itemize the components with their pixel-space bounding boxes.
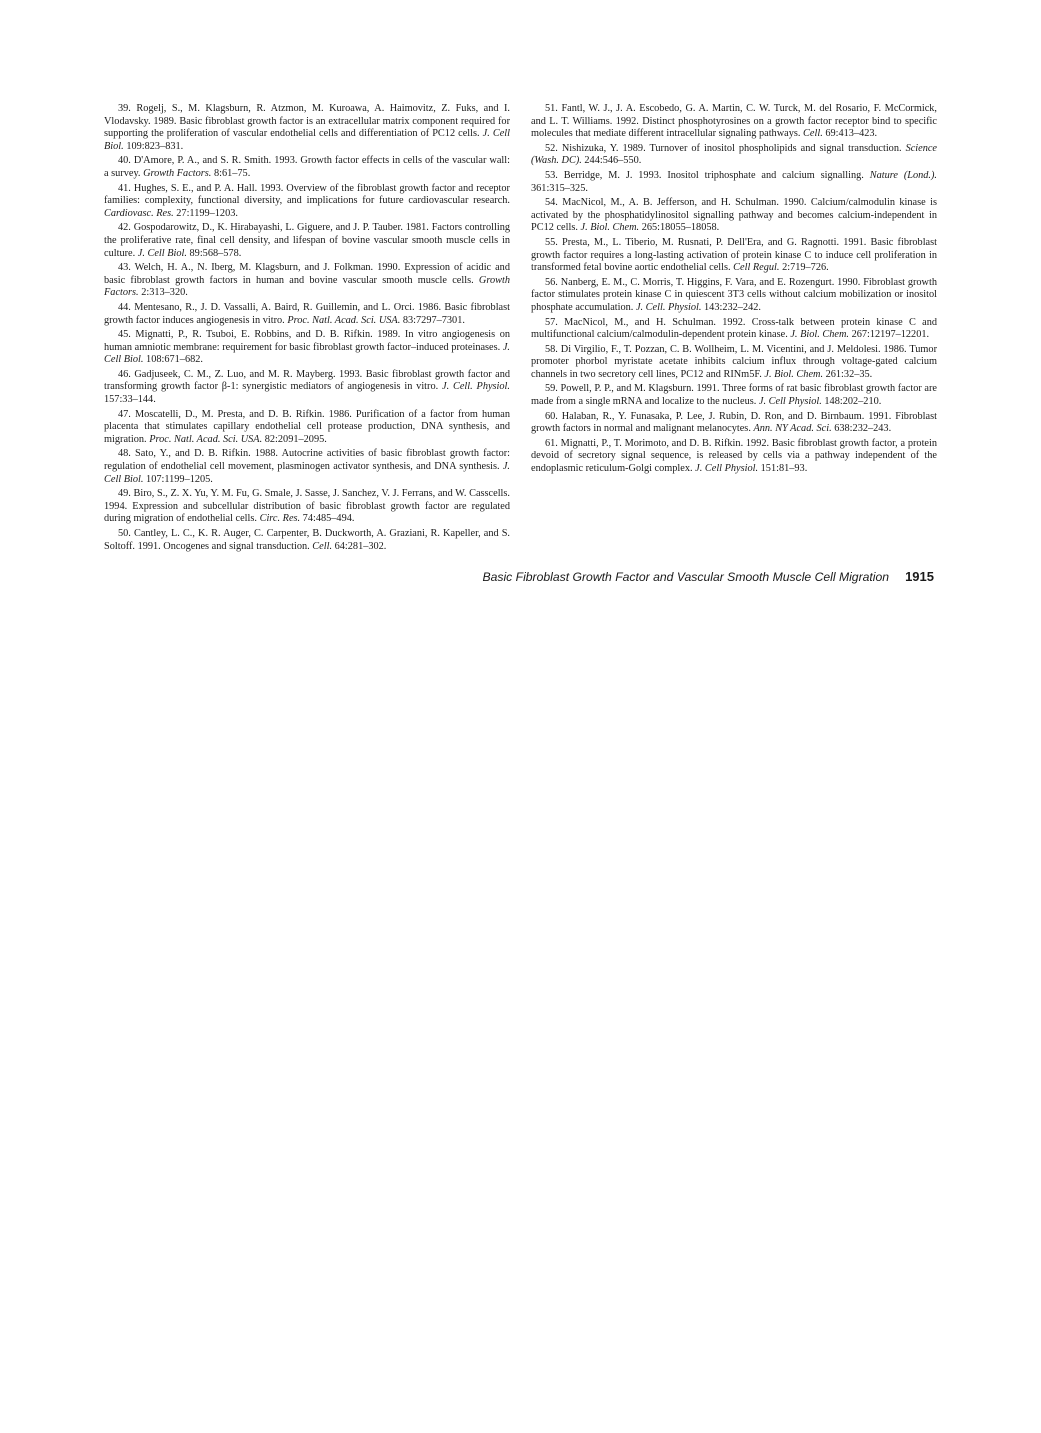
reference-volume-pages: 143:232–242. <box>704 301 761 313</box>
reference-entry <box>104 262 510 300</box>
reference-volume-pages: 27:1199–1203. <box>176 207 238 219</box>
reference-number: 61. <box>545 437 558 449</box>
reference-number: 46. <box>118 368 131 380</box>
reference-volume-pages: 108:671–682. <box>146 354 203 366</box>
reference-journal: J. Cell Biol. <box>104 461 510 485</box>
reference-number: 50. <box>118 528 131 539</box>
page-number: 1915 <box>905 569 934 584</box>
reference-number: 60. <box>545 410 558 422</box>
reference-text: Presta, M., L. Tiberio, M. Rusnati, P. Dell'Era, and G. Ragnotti. 1991. Basic fibroblast growth factor requires a long-lasting activation of protein kinase C to induce cell proliferation in transformed fetal bovine aortic endothelial cells. <box>531 236 937 274</box>
reference-number: 42. <box>118 222 131 234</box>
reference-volume-pages: 8:61–75. <box>213 167 251 179</box>
reference-volume-pages: 2:719–726. <box>782 262 829 274</box>
reference-journal: J. Biol. Chem. <box>580 222 640 234</box>
reference-volume-pages: 74:485–494. <box>302 513 355 525</box>
reference-volume-pages: 261:32–35. <box>825 368 873 380</box>
reference-text: Gadjuseek, C. M., Z. Luo, and M. R. Mayberg. 1993. Basic fibroblast growth factor and transforming growth factor β-1: synergistic mediators of angiogenesis in vitro. <box>104 368 510 393</box>
reference-number: 44. <box>118 301 131 313</box>
reference-number: 53. <box>545 169 558 181</box>
reference-volume-pages: 361:315–325. <box>531 182 588 194</box>
reference-number: 49. <box>118 488 131 500</box>
reference-text: Rogelj, S., M. Klagsburn, R. Atzmon, M. Kuroawa, A. Haimovitz, Z. Fuks, and I. Vlodavsky. 1989. Basic fibroblast growth factor is an extracellular matrix component required for supporting the proliferation of vascular endothelial cells and differentiation of PC12 cells. <box>104 103 510 140</box>
reference-text: Cantley, L. C., K. R. Auger, C. Carpenter, B. Duckworth, A. Graziani, R. Kapeller, and S. Soltoff. 1991. Oncogenes and signal transduction. <box>104 528 510 552</box>
reference-entry <box>104 155 510 180</box>
reference-number: 59. <box>545 383 558 395</box>
reference-journal: Proc. Natl. Acad. Sci. USA. <box>287 314 401 326</box>
reference-text: Berridge, M. J. 1993. Inositol triphosphate and calcium signalling. <box>563 169 864 181</box>
reference-text: Gospodarowitz, D., K. Hirabayashi, L. Giguere, and J. P. Tauber. 1981. Factors controlling the proliferative rate, final cell density, and lifespan of bovine vascular smooth muscle cells in culture. <box>104 222 511 259</box>
reference-entry <box>104 369 510 407</box>
reference-text: Sato, Y., and D. B. Rifkin. 1988. Autocrine activities of basic fibroblast growth factor: regulation of endothelial cell movement, plasminogen activator synthesis, and DNA synthesis. <box>104 448 511 473</box>
reference-text: MacNicol, M., A. B. Jefferson, and H. Schulman. 1990. Calcium/calmodulin kinase is activated by the phosphatidylinositol signalling pathway and becomes calcium-independent in PC12 cells. <box>531 197 937 234</box>
page-footer <box>482 568 934 586</box>
reference-text: Welch, H. A., N. Iberg, M. Klagsburn, and J. Folkman. 1990. Expression of acidic and basic fibroblast growth factors in human and bovine vascular smooth muscle cells. <box>104 262 510 286</box>
reference-text: Powell, P. P., and M. Klagsburn. 1991. Three forms of rat basic fibroblast growth factor are made from a single mRNA and localize to the nucleus. <box>531 383 937 408</box>
reference-number: 48. <box>118 448 131 460</box>
reference-volume-pages: 265:18055–18058. <box>641 222 720 234</box>
reference-volume-pages: 148:202–210. <box>824 396 882 408</box>
reference-entry <box>531 411 937 436</box>
reference-entry <box>531 317 937 342</box>
reference-entry <box>104 448 510 486</box>
reference-entry <box>104 528 510 553</box>
reference-entry <box>531 383 937 408</box>
reference-text: Hughes, S. E., and P. A. Hall. 1993. Overview of the fibroblast growth factor and receptor families: complexity, functional diversity, and implications for future cardiovascular research. <box>104 182 510 207</box>
reference-number: 54. <box>545 197 558 209</box>
reference-journal: J. Cell Physiol. <box>695 463 759 475</box>
reference-journal: Cell Regul. <box>733 262 780 274</box>
reference-journal: Cardiovasc. Res. <box>104 207 174 219</box>
reference-entry <box>531 103 937 141</box>
reference-journal: Science (Wash. DC). <box>531 142 938 167</box>
reference-journal: Ann. NY Acad. Sci. <box>753 423 832 435</box>
reference-entry <box>104 302 510 327</box>
reference-volume-pages: 82:2091–2095. <box>264 433 327 445</box>
reference-number: 45. <box>118 329 131 341</box>
reference-entry <box>104 222 510 260</box>
reference-entry <box>531 344 937 382</box>
reference-journal: Cell. <box>803 128 823 140</box>
reference-entry <box>531 197 937 235</box>
reference-journal: Proc. Natl. Acad. Sci. USA. <box>149 433 263 445</box>
reference-journal: J. Cell. Physiol. <box>635 301 702 313</box>
reference-text: Di Virgilio, F., T. Pozzan, C. B. Wollheim, L. M. Vicentini, and J. Meldolesi. 1986. Tumor promoter phorbol myristate acetate inhibits calcium influx through voltage-gated calcium channels in two secretory cell lines, PC12 and RINm5F. <box>531 343 937 380</box>
reference-number: 47. <box>118 408 131 420</box>
reference-entry <box>104 488 510 526</box>
reference-number: 41. <box>118 182 131 194</box>
reference-journal: Growth Factors. <box>143 167 212 179</box>
reference-entry <box>104 409 510 447</box>
reference-journal: J. Cell Biol. <box>104 128 510 152</box>
reference-number: 40. <box>118 155 131 167</box>
reference-text: MacNicol, M., and H. Schulman. 1992. Cross-talk between protein kinase C and multifunctional calcium/calmodulin-dependent protein kinase. <box>531 316 938 341</box>
reference-number: 39. <box>118 103 131 114</box>
reference-volume-pages: 107:1199–1205. <box>146 473 213 485</box>
reference-volume-pages: 2:313–320. <box>141 287 188 299</box>
reference-text: Biro, S., Z. X. Yu, Y. M. Fu, G. Smale, J. Sasse, J. Sanchez, V. J. Ferrans, and W. Casscells. 1994. Expression and subcellular distribution of basic fibroblast growth factor are regulated during migration of endothelial cells. <box>104 488 510 525</box>
reference-number: 52. <box>545 142 558 154</box>
reference-journal: J. Cell. Physiol. <box>442 381 510 393</box>
reference-volume-pages: 638:232–243. <box>834 423 892 435</box>
reference-entry <box>531 277 937 315</box>
reference-text: Nishizuka, Y. 1989. Turnover of inositol phospholipids and signal transduction. <box>561 142 902 154</box>
reference-volume-pages: 244:546–550. <box>584 155 642 167</box>
reference-number: 58. <box>545 343 558 355</box>
reference-volume-pages: 151:81–93. <box>760 463 808 475</box>
reference-entry <box>104 183 510 221</box>
reference-text: Mentesano, R., J. D. Vassalli, A. Baird, R. Guillemin, and L. Orci. 1986. Basic fibroblast growth factor induces angiogenesis in vitro. <box>104 301 510 326</box>
reference-volume-pages: 64:281–302. <box>334 540 387 552</box>
reference-volume-pages: 69:413–423. <box>825 128 878 140</box>
reference-text: Mignatti, P., T. Morimoto, and D. B. Rifkin. 1992. Basic fibroblast growth factor, a protein devoid of secretory signal sequence, is released by cells via a pathway independent of the endoplasmic reticulum-Golgi complex. <box>531 437 938 475</box>
reference-text: Fantl, W. J., J. A. Escobedo, G. A. Martin, C. W. Turck, M. del Rosario, F. McCormick, and L. T. Williams. 1992. Distinct phosphotyrosines on a growth factor receptor bind to specific molecules that mediate different intracellular signaling pathways. <box>531 103 937 140</box>
reference-text: Mignatti, P., R. Tsuboi, E. Robbins, and D. B. Rifkin. 1989. In vitro angiogenesis on human amniotic membrane: requirement for basic fibroblast growth factor–induced proteinases. <box>104 329 511 353</box>
running-title: Basic Fibroblast Growth Factor and Vascular Smooth Muscle Cell Migration <box>482 570 890 584</box>
reference-journal: Circ. Res. <box>259 513 301 525</box>
reference-journal: Cell. <box>312 540 333 552</box>
reference-entry <box>104 329 510 367</box>
reference-text: Nanberg, E. M., C. Morris, T. Higgins, F. Vara, and E. Rozengurt. 1990. Fibroblast growth factor stimulates protein kinase C in quiescent 3T3 cells without calcium mobilization or inositol phosphate accumulation. <box>531 276 938 313</box>
reference-entry <box>531 237 937 275</box>
reference-number: 57. <box>545 316 558 328</box>
reference-volume-pages: 89:568–578. <box>189 247 242 259</box>
reference-entry <box>531 170 937 195</box>
reference-text: D'Amore, P. A., and S. R. Smith. 1993. Growth factor effects in cells of the vascular wall: a survey. <box>104 155 510 179</box>
reference-entry <box>104 103 510 153</box>
reference-number: 55. <box>545 236 558 248</box>
reference-entry <box>531 438 937 476</box>
references-left-column <box>104 103 510 555</box>
reference-journal: J. Biol. Chem. <box>790 329 849 341</box>
reference-volume-pages: 83:7297–7301. <box>402 314 465 326</box>
reference-journal: J. Cell Physiol. <box>758 396 822 408</box>
reference-journal: J. Biol. Chem. <box>764 368 824 380</box>
reference-text: Halaban, R., Y. Funasaka, P. Lee, J. Rubin, D. Ron, and D. Birnbaum. 1991. Fibroblast growth factors in normal and malignant melanocytes. <box>531 410 937 435</box>
reference-number: 51. <box>545 103 558 114</box>
reference-journal: J. Cell Biol. <box>104 341 511 366</box>
reference-text: Moscatelli, D., M. Presta, and D. B. Rifkin. 1986. Purification of a factor from human placenta that stimulates capillary endothelial cell protease production, DNA synthesis, and migration. <box>104 408 510 445</box>
reference-number: 43. <box>118 262 131 274</box>
reference-number: 56. <box>545 276 558 288</box>
reference-journal: Growth Factors. <box>104 274 510 299</box>
reference-entry <box>531 143 937 168</box>
reference-volume-pages: 267:12197–12201. <box>851 329 930 341</box>
reference-volume-pages: 157:33–144. <box>104 394 156 406</box>
reference-journal: Nature (Lond.). <box>869 169 937 181</box>
references-right-column <box>531 103 937 478</box>
reference-volume-pages: 109:823–831. <box>126 140 184 152</box>
reference-journal: J. Cell Biol. <box>137 247 187 259</box>
